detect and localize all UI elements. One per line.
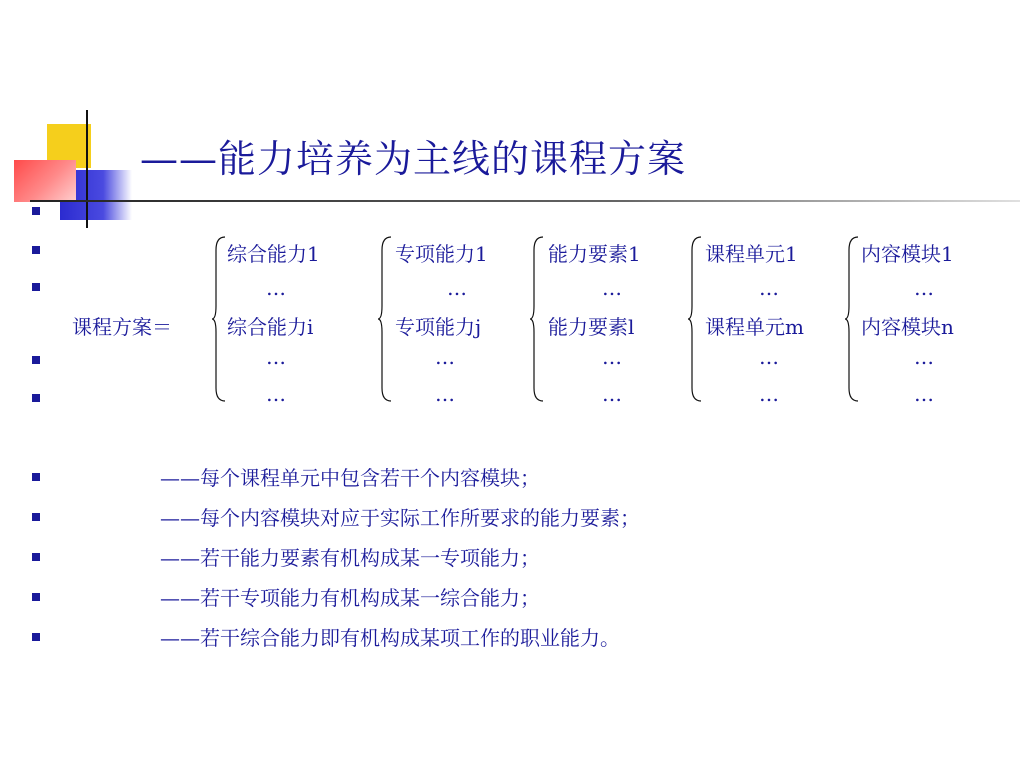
column-cell: … <box>759 345 779 369</box>
column-cell: … <box>759 276 779 300</box>
brace-icon <box>688 236 702 402</box>
column-cell: … <box>266 345 286 369</box>
column-cell: … <box>602 345 622 369</box>
column-cell: … <box>914 345 934 369</box>
slide-title: ——能力培养为主线的课程方案 <box>140 137 687 181</box>
column-cell: … <box>759 382 779 406</box>
column-cell: 内容模块n <box>861 315 954 339</box>
column-cell: 综合能力1 <box>227 242 320 266</box>
bullet-marker <box>32 473 40 481</box>
scheme-label: 课程方案＝ <box>72 315 172 339</box>
column-cell: … <box>914 276 934 300</box>
statement-text: ——每个内容模块对应于实际工作所要求的能力要素； <box>160 506 640 530</box>
column-cell: … <box>447 276 467 300</box>
brace-icon <box>378 236 392 402</box>
column-cell: … <box>435 345 455 369</box>
bullet-marker <box>32 633 40 641</box>
column-cell: 综合能力i <box>227 315 314 339</box>
bullet-marker <box>32 207 40 215</box>
column-cell: 专项能力1 <box>395 242 488 266</box>
decor-red-square <box>14 160 76 202</box>
brace-icon <box>530 236 544 402</box>
bullet-marker <box>32 513 40 521</box>
bullet-marker <box>32 593 40 601</box>
column-cell: 能力要素l <box>548 315 635 339</box>
statement-text: ——若干综合能力即有机构成某项工作的职业能力。 <box>160 626 620 650</box>
statement-text: ——若干能力要素有机构成某一专项能力； <box>160 546 540 570</box>
bullet-marker <box>32 356 40 364</box>
decor-vertical-line <box>86 110 88 228</box>
bullet-marker <box>32 246 40 254</box>
column-cell: … <box>266 382 286 406</box>
bullet-marker <box>32 553 40 561</box>
bullet-marker <box>32 394 40 402</box>
column-cell: 能力要素1 <box>548 242 641 266</box>
column-cell: … <box>602 382 622 406</box>
brace-icon <box>212 236 226 402</box>
column-cell: 内容模块1 <box>861 242 954 266</box>
column-cell: … <box>914 382 934 406</box>
brace-icon <box>845 236 859 402</box>
column-cell: 专项能力j <box>395 315 482 339</box>
bullet-marker <box>32 283 40 291</box>
statement-text: ——每个课程单元中包含若干个内容模块； <box>160 466 540 490</box>
column-cell: … <box>435 382 455 406</box>
column-cell: … <box>266 276 286 300</box>
column-cell: … <box>602 276 622 300</box>
title-underline <box>30 200 1020 202</box>
column-cell: 课程单元1 <box>705 242 798 266</box>
column-cell: 课程单元m <box>705 315 804 339</box>
statement-text: ——若干专项能力有机构成某一综合能力； <box>160 586 540 610</box>
